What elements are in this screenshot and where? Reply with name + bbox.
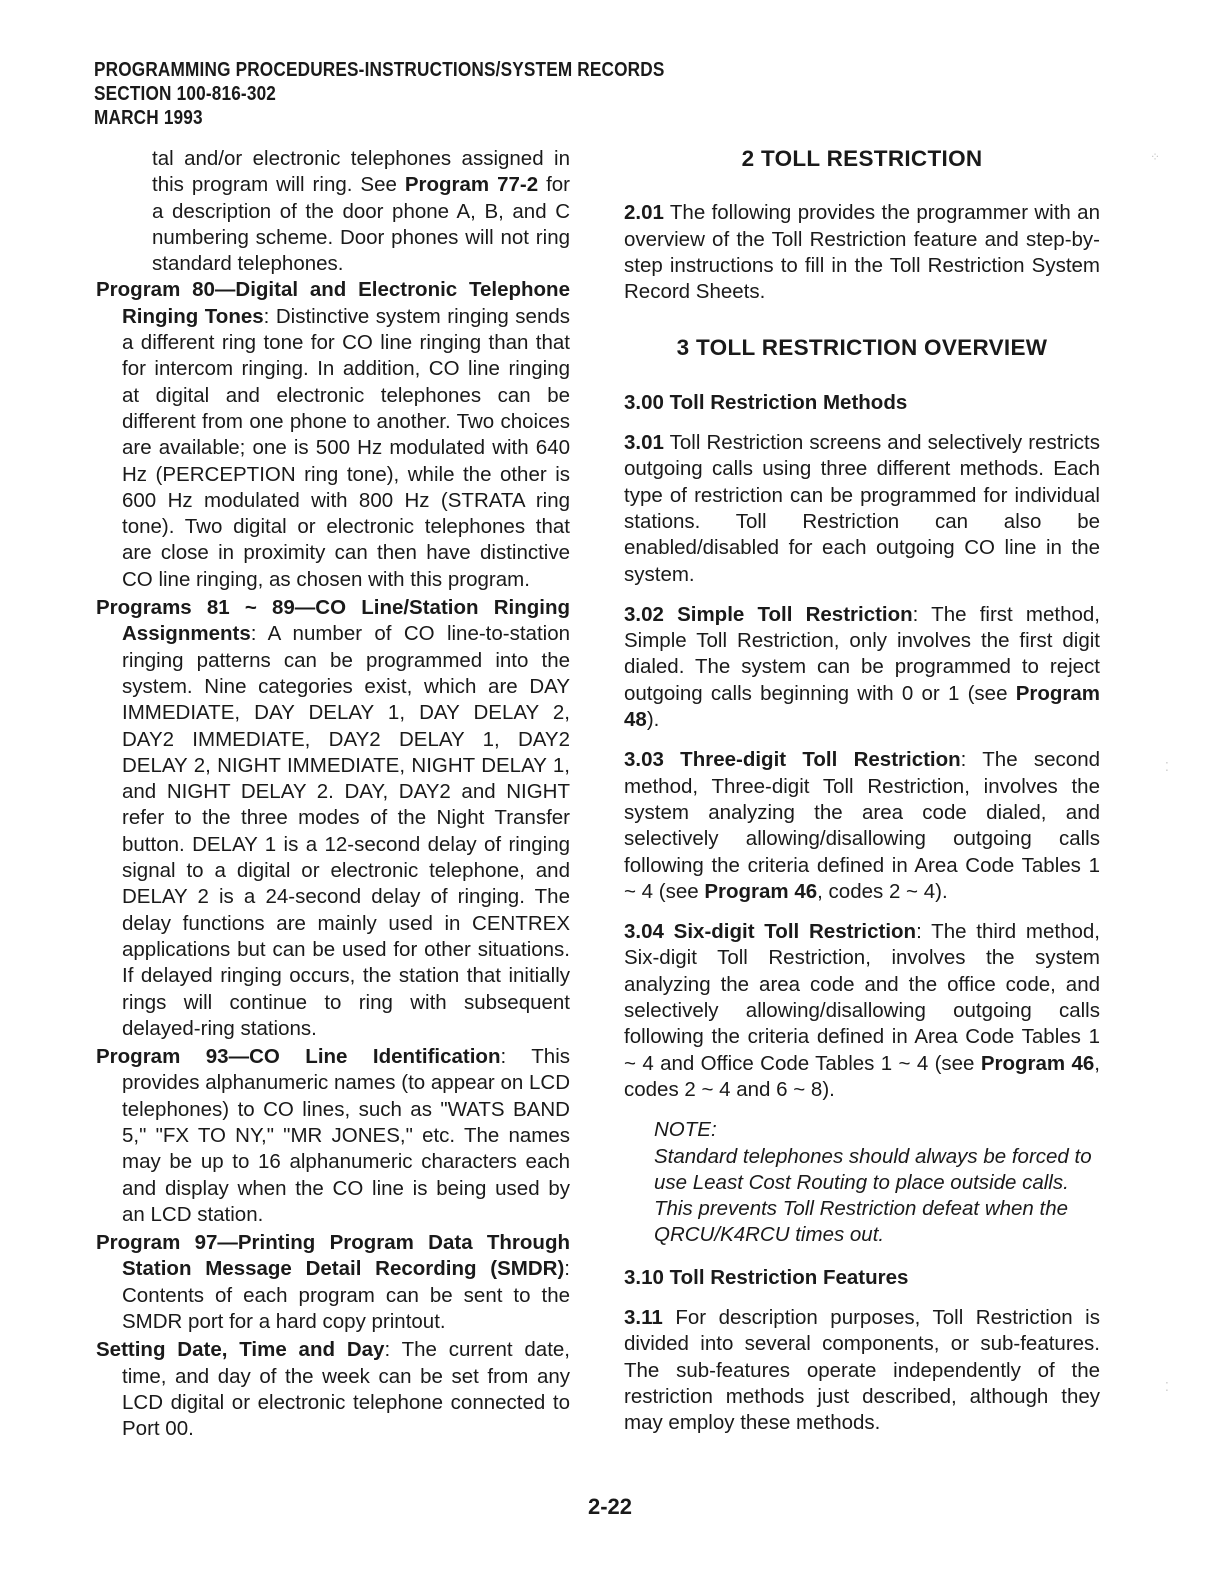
header-date: MARCH 1993: [94, 107, 203, 129]
paragraph-2-01: 2.01 The following provides the programmer with an overview of the Toll Restriction feature and step-by-step instructions to fill in the Toll Restriction System Record Sheets.: [624, 201, 1100, 304]
entry-term: Programs 81 ~ 89—CO Line/Station Ringing Assignments: [96, 596, 570, 646]
header-section: SECTION 100-816-302: [94, 83, 277, 105]
program-ref: Program 48: [624, 681, 1100, 732]
entry-term: Setting Date, Time and Day: [96, 1338, 385, 1362]
paragraph-3-03: 3.03 Three-digit Toll Restriction: The second method, Three-digit Toll Restriction, involves the system analyzing the area code dialed, and selectively allowing/disallowing outgoing calls following the criteria defined in Area Code Tables 1 ~ 4 (see Program 46, codes 2 ~ 4).: [624, 748, 1100, 903]
subsection-3-00-title: 3.00 Toll Restriction Methods: [624, 390, 908, 414]
entry-desc: : A number of CO line-to-station ringing patterns can be programmed into the system. Nine categories exist, which are DAY IMMEDIATE, DAY DELAY 1, DAY DELAY 2, DAY2 IMMEDIATE, DAY2 DELAY 1, DAY2 DELAY 2, NIGHT IMMEDIATE, NIGHT DELAY 1, and NIGHT DELAY 2. DAY, DAY2 and NIGHT refer to the three modes of the Night Transfer button. DELAY 1 is a 12-second delay of ringing signal to a digital or electronic telephone, and DELAY 2 is a 24-second delay of ringing. The delay functions are mainly used in CENTREX applications but can be used for other situations. If delayed ringing occurs, the station that initially rings will continue to ring with subsequent delayed-ring stations.: [122, 622, 570, 1040]
note-label: NOTE:: [654, 1118, 717, 1142]
paragraph-3-01: 3.01 Toll Restriction screens and selectively restricts outgoing calls using three different methods. Each type of restriction can be programmed for individual stations. Toll Restriction can also be enabled/disabled for each outgoing CO line in the system.: [624, 431, 1100, 586]
setting-date-entry: [96, 1337, 570, 1442]
entry-desc: : Contents of each program can be sent to the SMDR port for a hard copy printout.: [122, 1257, 570, 1334]
continued-paragraph: tal and/or electronic telephones assigned in this program will ring. See Program 77-2 for a description of the door phone A, B, and C numbering scheme. Door phones will not ring standard telephones.: [152, 147, 571, 276]
scan-speck: ⁚: [1165, 760, 1169, 774]
entry-term: Program 93—CO Line Identification: [96, 1045, 501, 1069]
program-80-entry: [96, 277, 570, 593]
section-3-title: 3 TOLL RESTRICTION OVERVIEW: [676, 335, 1048, 361]
page-header: [94, 58, 665, 130]
page-number: 2-22: [587, 1494, 633, 1519]
entry-desc: : Distinctive system ringing sends a different ring tone for CO line ringing than that for intercom ringing. In addition, CO line ringing at digital and electronic telephones can be different from one phone to another. Two choices are available; one is 500 Hz modulated with 640 Hz (PERCEPTION ring tone), while the other is 600 Hz modulated with 800 Hz (STRATA ring tone). Two digital or electronic telephones that are close in proximity can then have distinctive CO line ringing, as chosen with this program.: [122, 304, 570, 591]
note-block: [624, 1117, 1100, 1248]
right-column: [624, 146, 1100, 1436]
paragraph-3-02: 3.02 Simple Toll Restriction: The first method, Simple Toll Restriction, only involves the first digit dialed. The system can be programmed to reject outgoing calls beginning with 0 or 1 (see Program 48).: [624, 602, 1100, 732]
paragraph-3-11: 3.11 For description purposes, Toll Restriction is divided into several components, or sub-features. The sub-features operate independently of the restriction methods just described, although they may employ these methods.: [624, 1305, 1100, 1435]
program-ref: Program 46: [980, 1051, 1095, 1075]
section-2-title: 2 TOLL RESTRICTION: [741, 146, 983, 171]
entry-term: Program 80—Digital and Electronic Telephone Ringing Tones: [96, 278, 570, 328]
entry-desc: : The current date, time, and day of the week can be set from any LCD digital or electronic telephone connected to Port 00.: [122, 1338, 570, 1441]
scan-speck: ⁚: [1165, 1380, 1169, 1394]
programs-81-89-entry: [96, 595, 570, 1042]
program-ref: Program 77-2: [404, 173, 539, 197]
entry-term: Program 97—Printing Program Data Through Station Message Detail Recording (SMDR): [96, 1231, 570, 1281]
scan-speck: ⁘: [1150, 150, 1161, 164]
program-ref: Program 46: [704, 879, 818, 903]
left-column: [96, 146, 570, 1443]
entry-desc: : This provides alphanumeric names (to appear on LCD telephones) to CO lines, such as "WATS BAND 5," "FX TO NY," "MR JONES," etc. The names may be up to 16 alphanumeric characters each and display when the CO line is being used by an LCD station.: [122, 1045, 570, 1226]
header-title: PROGRAMMING PROCEDURES-INSTRUCTIONS/SYSTEM RECORDS: [94, 59, 665, 81]
paragraph-3-04: 3.04 Six-digit Toll Restriction: The third method, Six-digit Toll Restriction, involves the system analyzing the area code and the office code, and selectively allowing/disallowing outgoing calls following the criteria defined in Area Code Tables 1 ~ 4 and Office Code Tables 1 ~ 4 (see Program 46, codes 2 ~ 4 and 6 ~ 8).: [624, 920, 1100, 1101]
program-97-entry: [96, 1230, 570, 1335]
note-text: Standard telephones should always be forced to use Least Cost Routing to place outside calls. This prevents Toll Restriction defeat when the QRCU/K4RCU times out.: [654, 1144, 1092, 1247]
subsection-3-10-title: 3.10 Toll Restriction Features: [624, 1265, 909, 1289]
program-93-entry: [96, 1044, 570, 1228]
